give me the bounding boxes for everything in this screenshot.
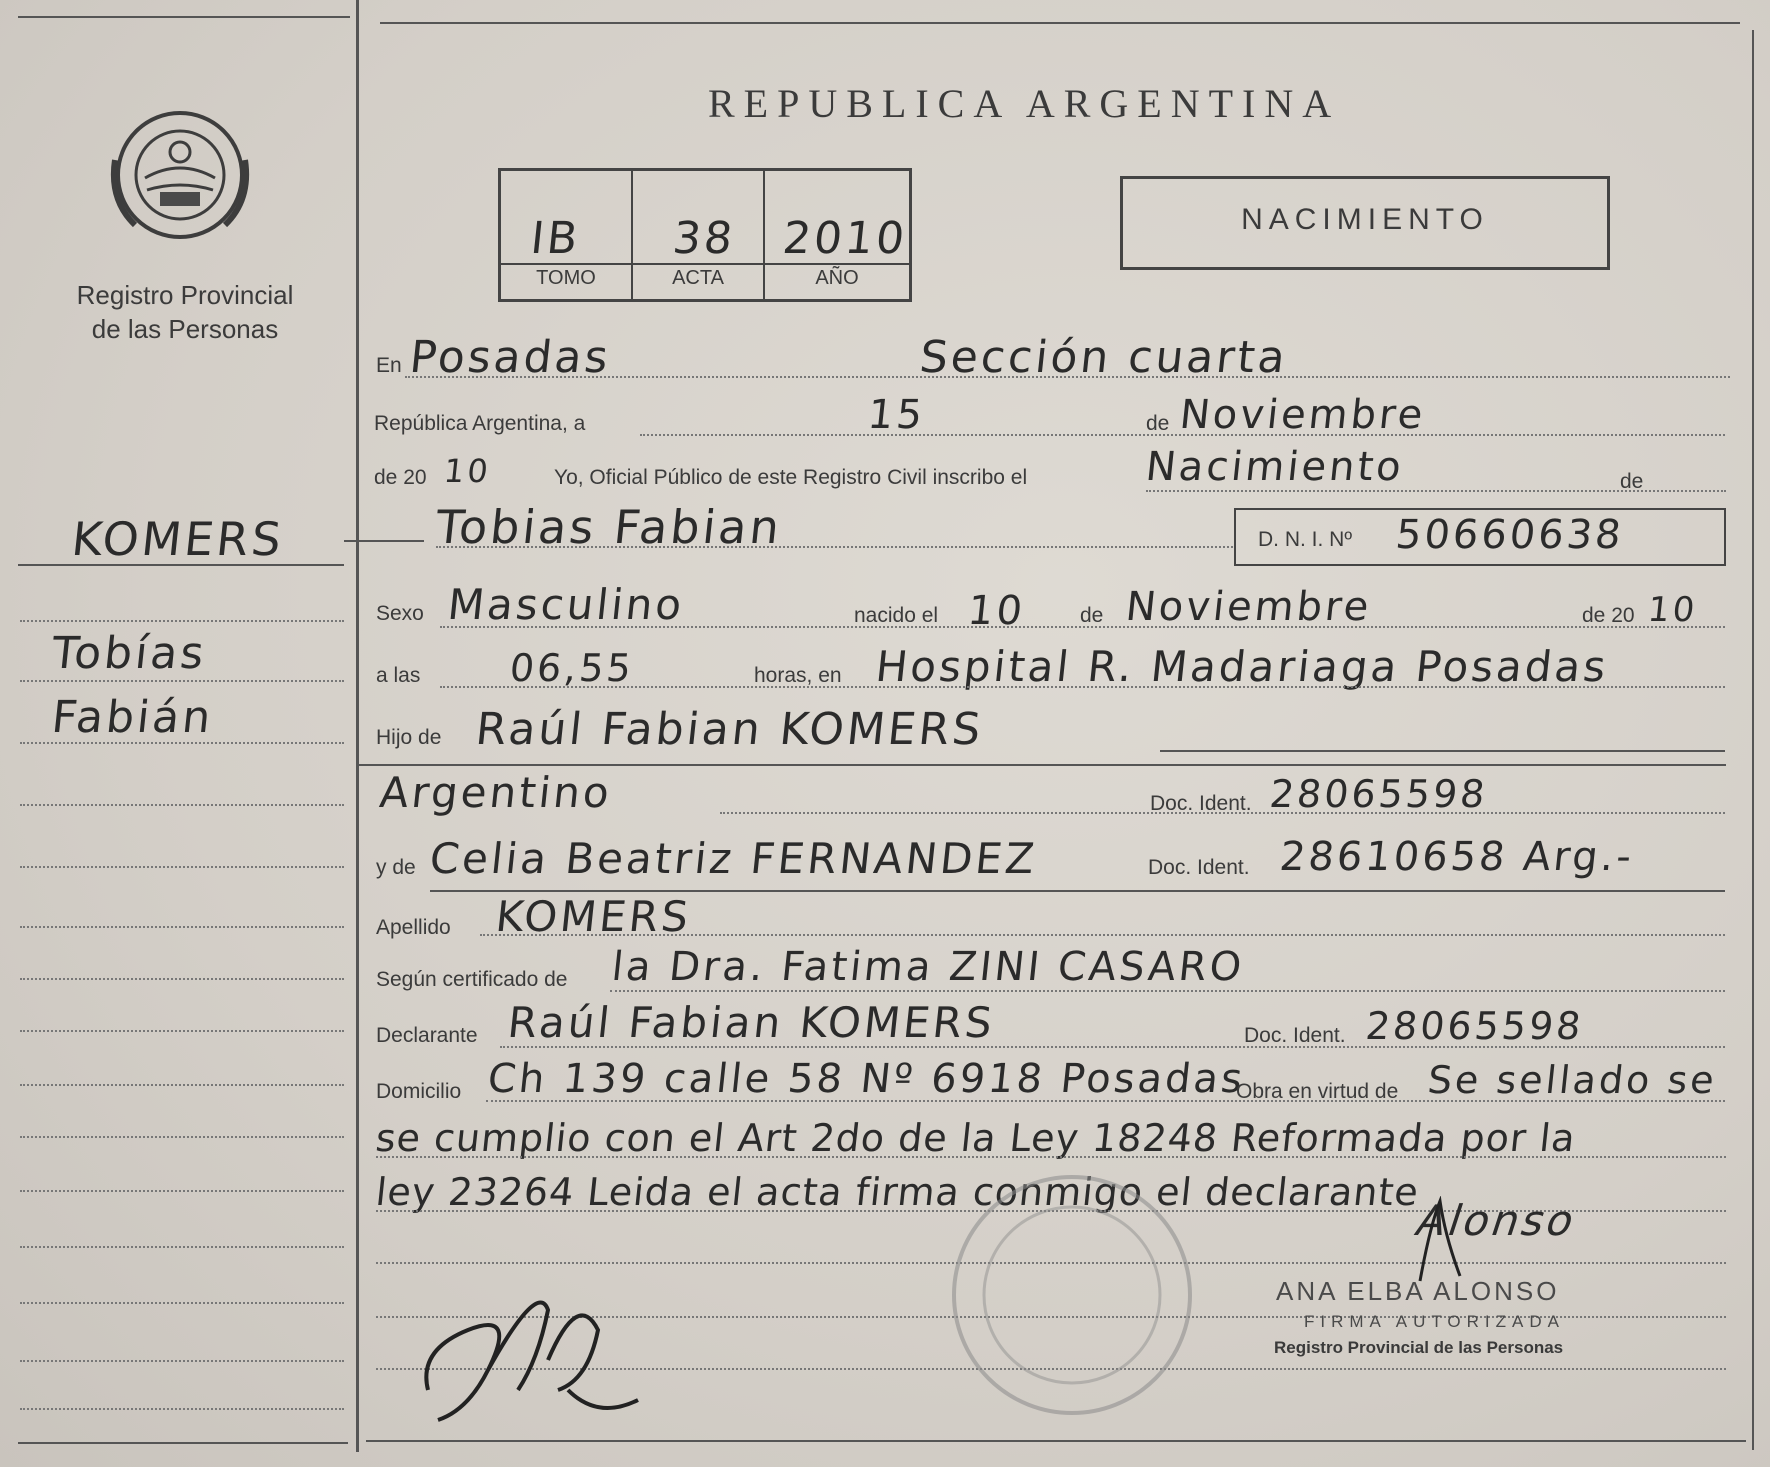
dni-box — [1234, 508, 1726, 566]
sidebar-line-8 — [20, 1030, 344, 1032]
label-doc-ident2: Doc. Ident. — [1148, 856, 1250, 879]
declarant-signature-icon — [398, 1270, 668, 1430]
field-mother: Celia Beatriz FERNANDEZ — [427, 834, 1040, 883]
field-apellido: KOMERS — [493, 892, 694, 941]
field-names: Tobias Fabian — [433, 500, 785, 554]
top-rule-right — [380, 22, 1740, 24]
label-de-mid: de — [1080, 604, 1104, 627]
sidebar-line-12 — [20, 1246, 344, 1248]
field-domicilio: Ch 139 calle 58 Nº 6918 Posadas — [485, 1056, 1248, 1102]
label-de20: de 20 — [374, 466, 427, 489]
record-box — [498, 168, 912, 302]
label-dni: D. N. I. Nº — [1258, 528, 1353, 551]
line-row4 — [436, 546, 1236, 548]
sidebar-line-1 — [20, 620, 344, 622]
label-y-de: y de — [376, 856, 416, 879]
tomo-label: TOMO — [536, 267, 596, 289]
field-birth-month: Noviembre — [1123, 584, 1374, 630]
field-sexo: Masculino — [445, 580, 687, 629]
label-segun: Según certificado de — [376, 968, 568, 991]
label-horas-en: horas, en — [754, 664, 842, 687]
right-border — [1752, 30, 1754, 1450]
line-row3 — [1146, 490, 1726, 492]
anio-value: 2010 — [780, 213, 910, 264]
sidebar-line-15 — [20, 1408, 344, 1410]
field-place: Hospital R. Madariaga Posadas — [873, 642, 1611, 691]
field-certificado: la Dra. Fatima ZINI CASARO — [609, 944, 1247, 990]
official-stamp-icon — [912, 1170, 1232, 1420]
label-declarante: Declarante — [376, 1024, 478, 1047]
sidebar-line-10 — [20, 1136, 344, 1138]
sidebar-line-6 — [20, 926, 344, 928]
label-a-las: a las — [376, 664, 421, 687]
line-row6 — [440, 686, 1725, 688]
sidebar-divider — [356, 0, 359, 1452]
field-father: Raúl Fabian KOMERS — [473, 704, 986, 755]
tomo-value: IB — [528, 213, 583, 264]
document-type-box — [1120, 176, 1610, 270]
name-lead-rule — [344, 540, 424, 542]
line-row1 — [405, 376, 1730, 378]
label-doc-ident3: Doc. Ident. — [1244, 1024, 1346, 1047]
field-month: Noviembre — [1177, 392, 1428, 438]
line-row8 — [720, 812, 1725, 814]
signer-org: Registro Provincial de las Personas — [1274, 1338, 1564, 1357]
field-hour: 06,55 — [507, 646, 637, 690]
label-apellido: Apellido — [376, 916, 451, 939]
sidebar-surname: KOMERS — [69, 512, 287, 566]
field-seccion: Sección cuarta — [917, 332, 1291, 383]
acta-label: ACTA — [672, 267, 724, 289]
sidebar-line-7 — [20, 978, 344, 980]
anio-label: AÑO — [815, 267, 859, 289]
registry-line1: Registro Provincial — [76, 280, 294, 310]
field-declarante: Raúl Fabian KOMERS — [505, 998, 998, 1047]
field-declarante-doc: 28065598 — [1363, 1004, 1586, 1048]
label-doc-ident1: Doc. Ident. — [1150, 792, 1252, 815]
field-dni: 50660638 — [1393, 512, 1627, 558]
registry-line2: de las Personas — [91, 314, 279, 344]
sidebar-line-14 — [20, 1360, 344, 1362]
sidebar-given1: Tobías — [49, 628, 210, 679]
document-type: NACIMIENTO — [1241, 203, 1489, 236]
line-row7 — [1160, 750, 1725, 752]
bottom-rule-right — [366, 1440, 1746, 1442]
sidebar-line-2 — [20, 680, 344, 682]
label-en: En — [376, 354, 402, 377]
province-seal-icon — [105, 100, 255, 250]
field-text-line1: se cumplio con el Art 2do de la Ley 18248 Reformada por la — [373, 1116, 1578, 1160]
field-birth-year: 10 — [1645, 590, 1700, 630]
sidebar-line-5 — [20, 866, 344, 868]
top-rule-left — [18, 16, 350, 18]
field-birth-day: 10 — [965, 588, 1028, 634]
line-row10 — [480, 934, 1725, 936]
bottom-rule-left — [18, 1442, 348, 1444]
country-title: REPUBLICA ARGENTINA — [708, 81, 1341, 126]
label-nacido: nacido el — [854, 604, 939, 627]
label-yo-oficial: Yo, Oficial Público de este Registro Civil inscribo el — [554, 466, 1028, 489]
signer-name: ANA ELBA ALONSO — [1276, 1276, 1560, 1306]
label-republica: República Argentina, a — [374, 412, 586, 435]
label-obra: Obra en virtud de — [1236, 1080, 1399, 1103]
line-row13 — [486, 1100, 1725, 1102]
line-row11 — [610, 990, 1725, 992]
official-signature-stroke-icon — [1400, 1196, 1480, 1286]
label-de-end: de — [1620, 470, 1644, 493]
line-row5 — [440, 626, 1725, 628]
field-father-doc: 28065598 — [1267, 772, 1490, 816]
field-day: 15 — [865, 392, 928, 438]
line-row14 — [376, 1156, 1726, 1158]
sidebar-line-13 — [20, 1302, 344, 1304]
label-de-mes: de — [1146, 412, 1170, 435]
field-text-line2: ley 23264 Leida el acta firma conmigo el declarante — [373, 1170, 1422, 1214]
sidebar-given2: Fabián — [49, 692, 216, 743]
field-obra: Se sellado se — [1425, 1058, 1720, 1102]
signer-title: FIRMA AUTORIZADA — [1304, 1312, 1565, 1331]
sidebar-line-3 — [20, 742, 344, 744]
field-city: Posadas — [407, 332, 614, 383]
label-hijo-de: Hijo de — [376, 726, 442, 749]
field-year-suffix: 10 — [442, 452, 493, 490]
line-row7b — [356, 764, 1726, 766]
field-mother-doc: 28610658 Arg.- — [1277, 834, 1637, 880]
line-row2 — [640, 434, 1725, 436]
acta-value: 38 — [670, 213, 738, 264]
sidebar-line-11 — [20, 1190, 344, 1192]
label-de20b: de 20 — [1582, 604, 1635, 627]
label-sexo: Sexo — [376, 602, 424, 625]
official-signature: Alonso — [1410, 1196, 1585, 1245]
sidebar-surname-rule — [18, 564, 344, 566]
field-act-type: Nacimiento — [1143, 444, 1407, 490]
sidebar-line-4 — [20, 804, 344, 806]
line-row12 — [500, 1046, 1725, 1048]
sidebar-line-9 — [20, 1084, 344, 1086]
label-domicilio: Domicilio — [376, 1080, 462, 1103]
field-father-nationality: Argentino — [377, 768, 615, 817]
